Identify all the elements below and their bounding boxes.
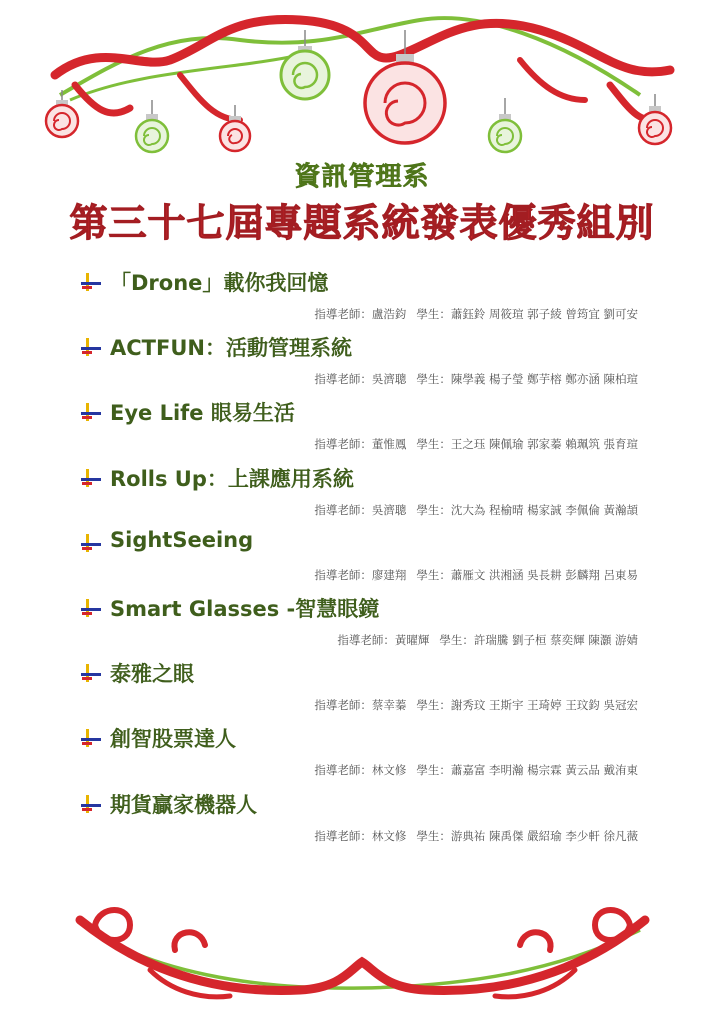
project-students: 學生：謝秀玟 王斯宇 王琦婷 王玟鈞 吳冠宏 [416, 698, 638, 713]
project-students: 學生：沈大為 程榆晴 楊家誠 李佩倫 黃瀚頡 [416, 502, 638, 517]
project-credits [337, 632, 638, 648]
plus-arrow-bullet-icon [80, 597, 102, 619]
project-students: 學生：許瑞騰 劉子桓 蔡奕輝 陳灝 游婧 [439, 632, 638, 647]
bottom-ribbon-decoration [0, 900, 724, 1024]
project-item-7 [0, 655, 724, 720]
project-advisor: 指導老師：林文修 [314, 828, 407, 843]
project-advisor: 指導老師：廖建翔 [314, 567, 407, 582]
project-list [0, 264, 724, 851]
project-title: 創智股票達人 [110, 727, 236, 752]
project-students: 學生：蕭鈺鈴 周筱瑄 郭子綾 曾筠宜 劉可安 [416, 307, 638, 321]
project-advisor: 指導老師：吳濟聰 [314, 372, 407, 387]
project-credits [314, 762, 638, 778]
project-title: 期貨贏家機器人 [110, 792, 257, 817]
project-title: SightSeeing [110, 527, 254, 552]
ornament-red-small-right [639, 106, 671, 144]
project-item-9 [0, 786, 724, 851]
project-item-8 [0, 720, 724, 785]
project-students: 學生：王之珏 陳佩瑜 郭家蓁 賴珮筑 張育瑄 [416, 437, 638, 452]
plus-arrow-bullet-icon [80, 336, 102, 358]
ornament-green-small-left [136, 114, 168, 152]
project-advisor: 指導老師：吳濟聰 [314, 502, 407, 517]
project-credits [314, 828, 638, 844]
project-title: 「Drone」載你我回憶 [110, 271, 329, 295]
project-students: 學生：蕭雁文 洪湘涵 吳長耕 彭麟翔 呂東易 [416, 567, 638, 582]
project-title: Rolls Up：上課應用系統 [110, 466, 354, 491]
plus-arrow-bullet-icon [80, 467, 102, 489]
ornament-green-small-right [489, 114, 521, 152]
project-item-4 [0, 460, 724, 525]
plus-arrow-bullet-icon [80, 532, 102, 554]
project-item-3 [0, 394, 724, 459]
project-credits [314, 371, 638, 387]
plus-arrow-bullet-icon [80, 662, 102, 684]
project-title: ACTFUN：活動管理系統 [110, 336, 352, 361]
project-item-6 [0, 590, 724, 655]
project-credits [314, 306, 638, 322]
plus-arrow-bullet-icon [80, 271, 102, 293]
project-title: 泰雅之眼 [110, 662, 194, 687]
project-credits [314, 567, 638, 583]
project-advisor: 指導老師：蔡幸蓁 [314, 698, 407, 713]
ornament-red-large [365, 54, 445, 143]
project-item-1 [0, 264, 724, 329]
project-advisor: 指導老師：黃曜輝 [337, 632, 430, 647]
project-students: 學生：蕭嘉富 李明瀚 楊宗霖 黃云品 戴洧東 [416, 763, 638, 778]
project-advisor: 指導老師：董惟鳳 [314, 437, 407, 452]
project-title: Smart Glasses -智慧眼鏡 [110, 596, 380, 621]
ornament-red-small-left [46, 100, 78, 137]
plus-arrow-bullet-icon [80, 727, 102, 749]
plus-arrow-bullet-icon [80, 401, 102, 423]
project-credits [314, 502, 638, 518]
project-credits [314, 436, 638, 452]
department-name: 資訊管理系 [294, 162, 430, 192]
plus-arrow-bullet-icon [80, 793, 102, 815]
project-students: 學生：陳學義 楊子瑩 鄭芋榕 鄭亦涵 陳柏瑄 [416, 372, 638, 387]
page-title: 第三十七屆專題系統發表優秀組別 [69, 201, 655, 245]
project-credits [314, 697, 638, 713]
top-ribbon-ornament-decoration [0, 0, 724, 160]
project-title: Eye Life 眼易生活 [110, 401, 295, 426]
project-students: 學生：游典祐 陳禹傑 嚴紹瑜 李少軒 徐凡薇 [416, 828, 638, 843]
ornament-red-small-center-left [220, 116, 250, 151]
project-item-5 [0, 525, 724, 590]
project-advisor: 指導老師：盧浩鈞 [314, 307, 407, 321]
project-advisor: 指導老師：林文修 [314, 763, 407, 778]
project-item-2 [0, 329, 724, 394]
ornament-green-medium [281, 46, 329, 99]
